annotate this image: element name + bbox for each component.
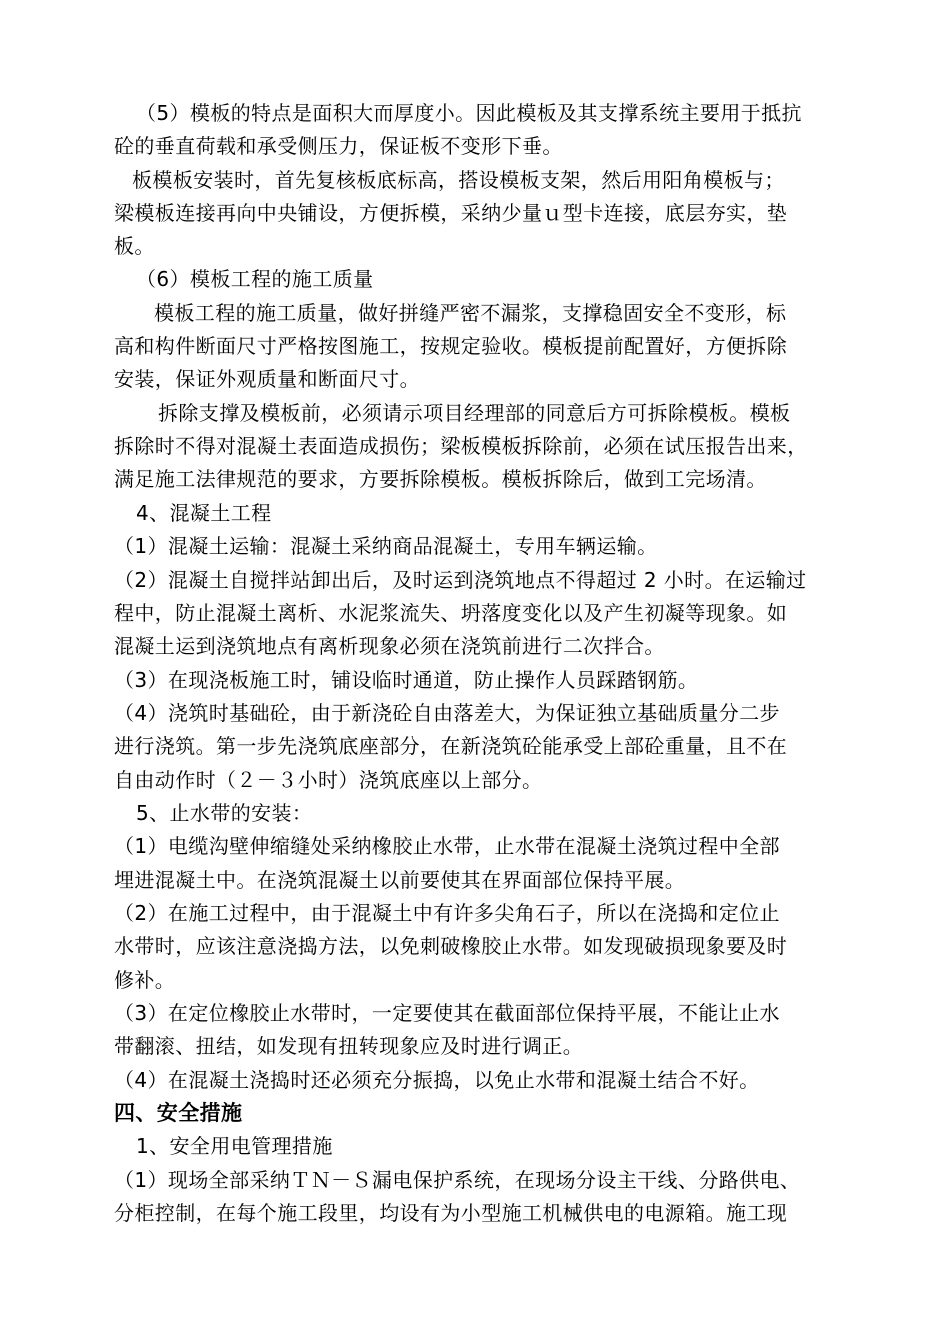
paragraph-line: （5）模板的特点是面积大而厚度小。因此模板及其支撑系统主要用于抵抗 xyxy=(136,101,802,125)
paragraph-line: 满足施工法律规范的要求，方要拆除模板。模板拆除后，做到工完场清。 xyxy=(114,467,767,491)
paragraph-line: 高和构件断面尺寸严格按图施工，按规定验收。模板提前配置好，方便拆除 xyxy=(114,334,788,358)
paragraph-line: （4）浇筑时基础砼，由于新浇砼自由落差大，为保证独立基础质量分二步 xyxy=(114,701,780,725)
paragraph-line: 梁模板连接再向中央铺设，方便拆模，采纳少量ｕ型卡连接，底层夯实，垫 xyxy=(114,201,788,225)
paragraph-line: 进行浇筑。第一步先浇筑底座部分，在新浇筑砼能承受上部砼重量，且不在 xyxy=(114,734,788,758)
paragraph-line: 板。 xyxy=(114,234,155,258)
section-subheading: 5、止水带的安装： xyxy=(136,801,313,825)
paragraph-line: 拆除支撑及模板前，必须请示项目经理部的同意后方可拆除模板。模板 xyxy=(158,401,791,425)
paragraph-line: （4）在混凝土浇捣时还必须充分振捣，以免止水带和混凝土结合不好。 xyxy=(114,1068,760,1092)
paragraph-line: 自由动作时（２－３小时）浇筑底座以上部分。 xyxy=(114,768,543,792)
paragraph-line: 程中，防止混凝土离析、水泥浆流失、坍落度变化以及产生初凝等现象。如 xyxy=(114,601,788,625)
paragraph-line: 修补。 xyxy=(114,968,176,992)
paragraph-line: 埋进混凝土中。在浇筑混凝土以前要使其在界面部位保持平展。 xyxy=(114,868,686,892)
paragraph-line: （1）现场全部采纳ＴＮ－Ｓ漏电保护系统，在现场分设主干线、分路供电、 xyxy=(114,1168,801,1192)
paragraph-line: 混凝土运到浇筑地点有离析现象必须在浇筑前进行二次拌合。 xyxy=(114,634,665,658)
paragraph-line: 带翻滚、扭结，如发现有扭转现象应及时进行调正。 xyxy=(114,1034,584,1058)
paragraph-line: 拆除时不得对混凝土表面造成损伤；梁板模板拆除前，必须在试压报告出来， xyxy=(114,434,808,458)
paragraph-line: 砼的垂直荷载和承受侧压力，保证板不变形下垂。 xyxy=(114,134,563,158)
section-heading: 四、安全措施 xyxy=(114,1101,243,1125)
paragraph-line: 分柜控制，在每个施工段里，均设有为小型施工机械供电的电源箱。施工现 xyxy=(114,1201,788,1225)
paragraph-line: 安装，保证外观质量和断面尺寸。 xyxy=(114,367,420,391)
paragraph-line: （1）电缆沟壁伸缩缝处采纳橡胶止水带，止水带在混凝土浇筑过程中全部 xyxy=(114,834,780,858)
paragraph-line: 板模板安装时，首先复核板底标高，搭设模板支架，然后用阳角模板与； xyxy=(132,168,785,192)
paragraph-line: （3）在定位橡胶止水带时，一定要使其在截面部位保持平展，不能让止水 xyxy=(114,1001,780,1025)
paragraph-line: （3）在现浇板施工时，铺设临时通道，防止操作人员踩踏钢筋。 xyxy=(114,668,699,692)
section-subheading: 4、混凝土工程 xyxy=(136,501,272,525)
paragraph-line: （1）混凝土运输：混凝土采纳商品混凝土，专用车辆运输。 xyxy=(114,534,658,558)
paragraph-line: （2）混凝土自搅拌站卸出后，及时运到浇筑地点不得超过 2 小时。在运输过 xyxy=(114,568,807,592)
section-subheading: （6）模板工程的施工质量 xyxy=(136,267,374,291)
paragraph-line: 模板工程的施工质量，做好拼缝严密不漏浆，支撑稳固安全不变形，标 xyxy=(154,301,787,325)
paragraph-line: 水带时，应该注意浇捣方法，以免刺破橡胶止水带。如发现破损现象要及时 xyxy=(114,934,788,958)
paragraph-line: （2）在施工过程中，由于混凝土中有许多尖角石子，所以在浇捣和定位止 xyxy=(114,901,780,925)
section-subheading: 1、安全用电管理措施 xyxy=(136,1134,333,1158)
